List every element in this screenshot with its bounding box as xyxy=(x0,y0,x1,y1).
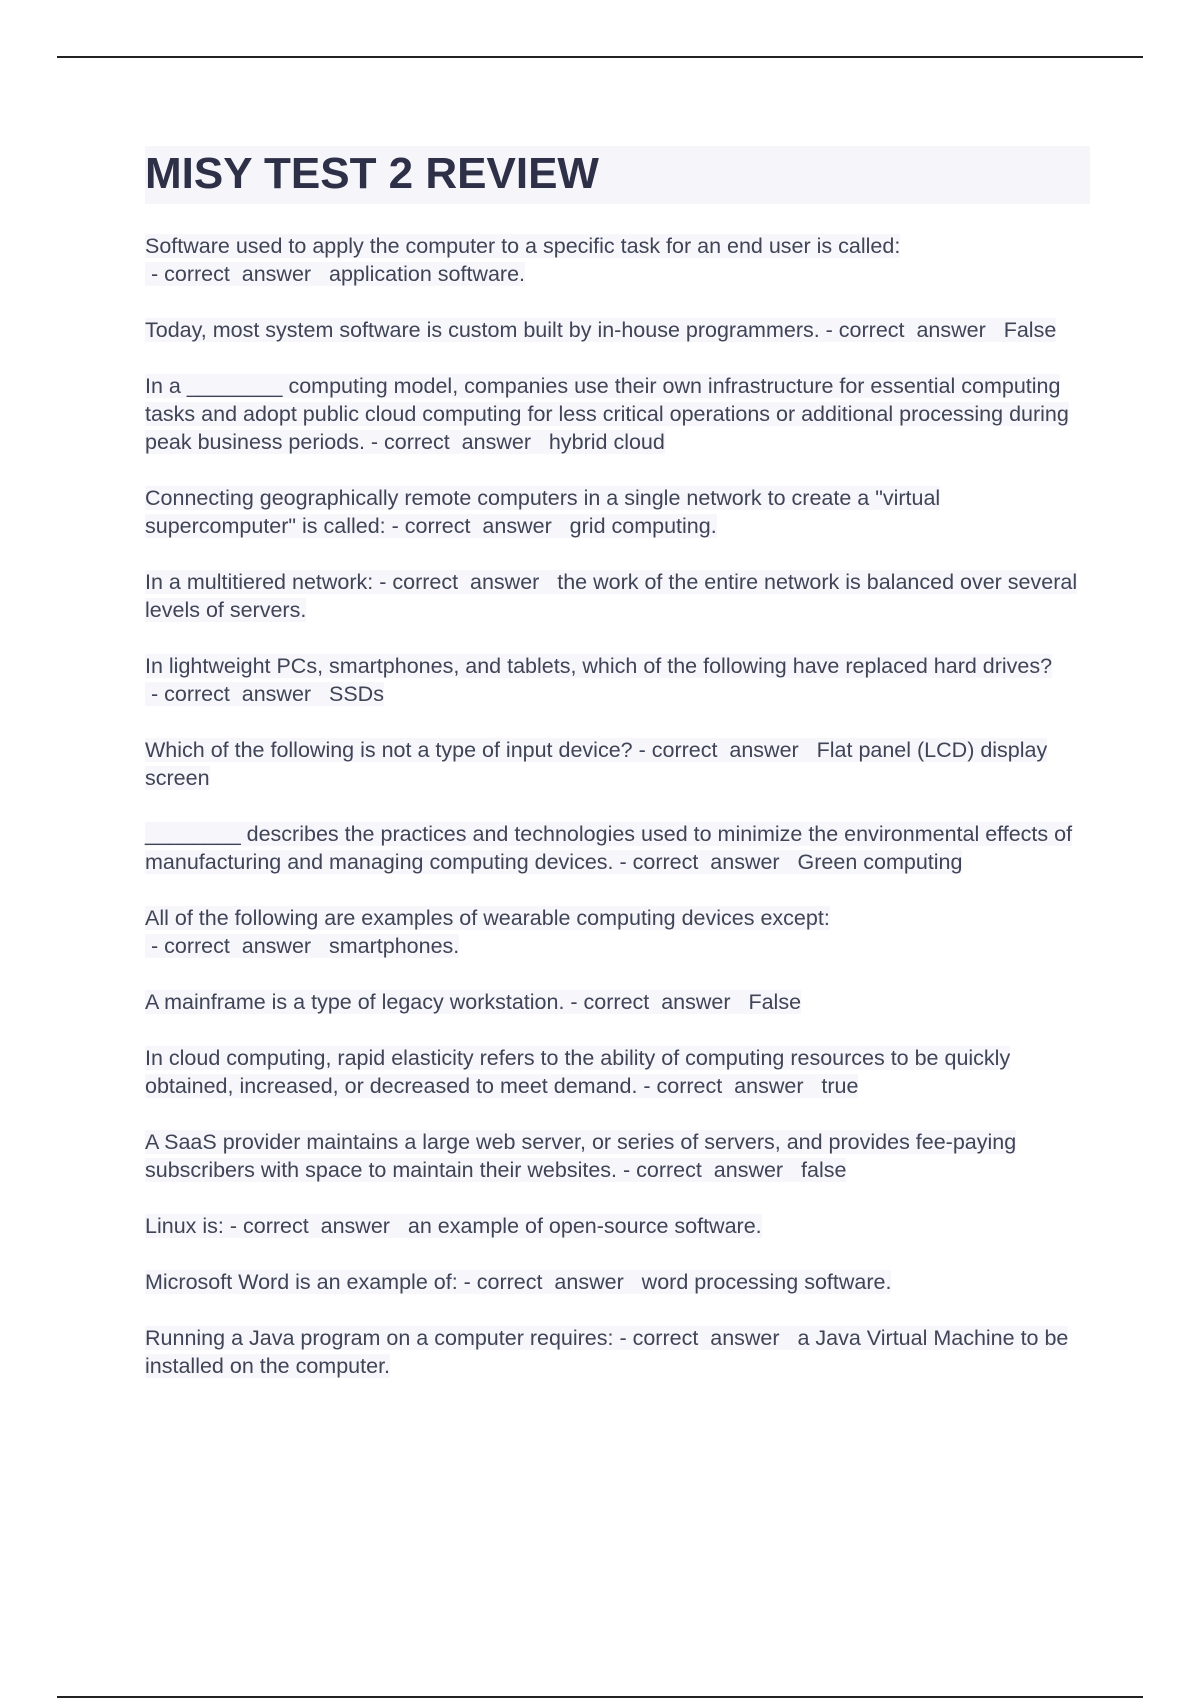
answer-text: Green computing xyxy=(797,850,963,874)
question-text: ________ describes the practices and technologies used to minimize the environmental effects of manufacturing and managing computing devices. xyxy=(145,822,1073,874)
answer-separator: - correct answer xyxy=(373,570,558,594)
qa-item xyxy=(145,568,1090,624)
answer-separator: - correct answer xyxy=(617,1158,802,1182)
qa-item xyxy=(145,316,1090,344)
answer-separator: - correct answer xyxy=(385,514,570,538)
answer-separator: - correct answer xyxy=(564,990,749,1014)
answer-text: true xyxy=(821,1074,859,1098)
answer-separator: - correct answer xyxy=(637,1074,822,1098)
qa-item xyxy=(145,232,1090,288)
answer-text: false xyxy=(801,1158,847,1182)
answer-separator: - correct answer xyxy=(457,1270,642,1294)
answer-separator: - correct answer xyxy=(613,850,798,874)
qa-item xyxy=(145,904,1090,960)
qa-item xyxy=(145,372,1090,456)
top-rule xyxy=(57,56,1143,58)
question-text: In cloud computing, rapid elasticity refers to the ability of computing resources to be quickly obtained, increased, or decreased to meet demand. xyxy=(145,1046,1011,1098)
qa-item xyxy=(145,820,1090,876)
answer-separator: - correct answer xyxy=(364,430,549,454)
qa-item xyxy=(145,988,1090,1016)
qa-list xyxy=(145,232,1090,1380)
question-text: Software used to apply the computer to a specific task for an end user is called: xyxy=(145,234,901,258)
answer-text: smartphones. xyxy=(329,934,460,958)
answer-text: grid computing. xyxy=(569,514,717,538)
answer-separator: - correct answer xyxy=(145,262,329,286)
answer-text: the work of the entire network is balanced over several levels of servers. xyxy=(145,570,1078,622)
question-text: All of the following are examples of wearable computing devices except: xyxy=(145,906,830,930)
qa-item xyxy=(145,1128,1090,1184)
answer-text: a Java Virtual Machine to be installed on the computer. xyxy=(145,1326,1069,1378)
qa-item xyxy=(145,1268,1090,1296)
question-text: Today, most system software is custom built by in-house programmers. xyxy=(145,318,820,342)
qa-item xyxy=(145,736,1090,792)
answer-text: application software. xyxy=(329,262,525,286)
qa-item xyxy=(145,484,1090,540)
qa-item xyxy=(145,652,1090,708)
answer-separator: - correct answer xyxy=(819,318,1004,342)
question-text: In lightweight PCs, smartphones, and tablets, which of the following have replaced hard drives? xyxy=(145,654,1053,678)
answer-text: SSDs xyxy=(329,682,384,706)
question-text: A mainframe is a type of legacy workstation. xyxy=(145,990,565,1014)
qa-item xyxy=(145,1044,1090,1100)
question-text: Which of the following is not a type of input device? xyxy=(145,738,633,762)
page-title: MISY TEST 2 REVIEW xyxy=(145,146,1090,204)
answer-separator: - correct answer xyxy=(223,1214,408,1238)
answer-text: an example of open-source software. xyxy=(407,1214,762,1238)
answer-separator: - correct answer xyxy=(145,682,329,706)
answer-text: Flat panel (LCD) display screen xyxy=(145,738,1048,790)
question-text: Connecting geographically remote computers in a single network to create a "virtual supercomputer" is called: xyxy=(145,486,941,538)
answer-text: word processing software. xyxy=(641,1270,892,1294)
qa-item xyxy=(145,1324,1090,1380)
question-text: In a ________ computing model, companies use their own infrastructure for essential computing tasks and adopt public cloud computing for less critical operations or additional processing during peak business periods. xyxy=(145,374,1069,454)
question-text: Microsoft Word is an example of: xyxy=(145,1270,458,1294)
answer-text: False xyxy=(748,990,802,1014)
answer-text: hybrid cloud xyxy=(548,430,665,454)
answer-separator: - correct answer xyxy=(613,1326,798,1350)
bottom-rule xyxy=(57,1696,1143,1698)
question-text: Running a Java program on a computer requires: xyxy=(145,1326,614,1350)
question-text: Linux is: xyxy=(145,1214,224,1238)
question-text: In a multitiered network: xyxy=(145,570,374,594)
answer-separator: - correct answer xyxy=(632,738,817,762)
answer-separator: - correct answer xyxy=(145,934,329,958)
qa-item xyxy=(145,1212,1090,1240)
question-text: A SaaS provider maintains a large web server, or series of servers, and provides fee-paying subscribers with space to maintain their websites. xyxy=(145,1130,1017,1182)
page-content xyxy=(145,146,1090,1408)
answer-text: False xyxy=(1003,318,1057,342)
